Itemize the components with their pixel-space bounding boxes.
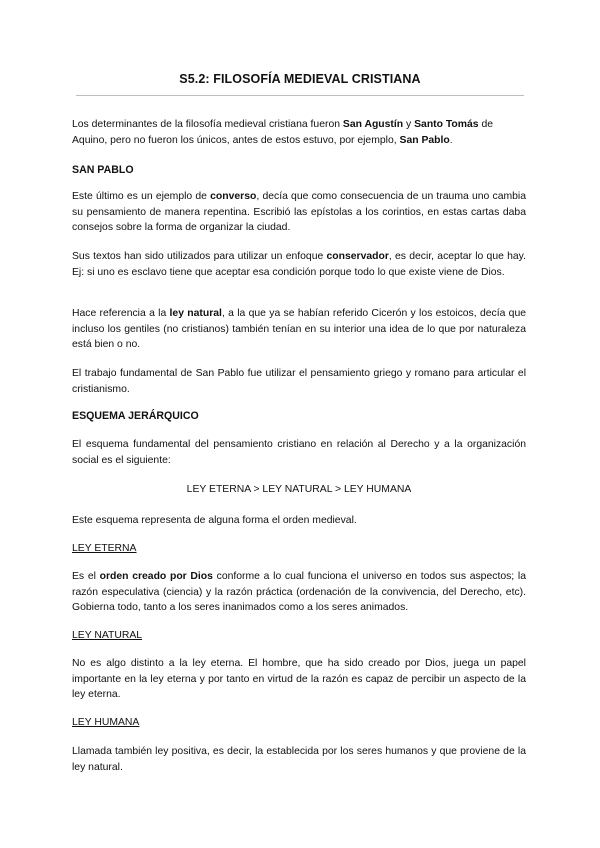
le-bold-orden-creado: orden creado por Dios — [99, 571, 213, 582]
esquema-heading: ESQUEMA JERÁRQUICO — [72, 410, 199, 422]
ley-eterna-paragraph — [72, 569, 526, 616]
esquema-formula: LEY ETERNA > LEY NATURAL > LEY HUMANA — [186, 484, 412, 495]
sp3-bold-ley-natural: ley natural — [169, 308, 222, 319]
ley-humana-paragraph: Llamada también ley positiva, es decir, la establecida por los seres humanos y que proviene de la ley natural. — [72, 746, 526, 773]
sp2-bold-conservador: conservador — [326, 251, 389, 262]
ley-natural-heading: LEY NATURAL — [72, 630, 143, 641]
san-pablo-paragraph-2 — [72, 249, 526, 280]
san-pablo-paragraph-3 — [72, 306, 526, 353]
intro-text-1: Los determinantes de la filosofía medieval cristiana fueron — [72, 119, 343, 130]
san-pablo-paragraph-4: El trabajo fundamental de San Pablo fue utilizar el pensamiento griego y romano para articular el cristianismo. — [72, 368, 526, 395]
ley-natural-paragraph: No es algo distinto a la ley eterna. El hombre, que ha sido creado por Dios, juega un papel importante en la ley eterna y por tanto en virtud de la razón es capaz de percibir un aspecto de la ley eterna. — [72, 658, 526, 701]
ley-humana-heading: LEY HUMANA — [72, 717, 140, 728]
sp1-text-2: , decía que como consecuencia de un trauma uno cambia su pensamiento de manera repentina. Escribió las epístolas a los corintios, en estas cartas daba consejos sobre la forma de organizar la ciudad. — [72, 191, 526, 234]
esquema-paragraph-2: Este esquema representa de alguna forma el orden medieval. — [72, 515, 357, 526]
ley-eterna-heading: LEY ETERNA — [72, 543, 137, 554]
sp2-text-1: Sus textos han sido utilizados para utilizar un enfoque — [72, 251, 327, 262]
intro-text-3: de Aquino, pero no fueron los únicos, antes de estos estuvo, por ejemplo, — [72, 119, 494, 146]
intro-text-4: . — [449, 134, 453, 146]
intro-bold-san-pablo: San Pablo — [399, 134, 450, 146]
intro-bold-san-agustin: San Agustín — [342, 119, 404, 130]
esquema-paragraph-1: El esquema fundamental del pensamiento cristiano en relación al Derecho y a la organización social es el siguiente: — [72, 439, 526, 466]
le-text-1: Es el — [72, 571, 100, 582]
sp1-text-1: Este último es un ejemplo de — [72, 191, 211, 202]
sp1-bold-converso: converso — [210, 191, 257, 202]
sp3-text-2: , a la que ya se habían referido Cicerón y los estoicos, decía que incluso los gentiles (no cristianos) también tenían en su interior una idea de lo que por naturaleza está bien o no. — [72, 308, 527, 351]
intro-paragraph — [72, 117, 526, 148]
intro-text-2: y — [403, 119, 415, 130]
sp3-text-1: Hace referencia a la — [72, 308, 170, 319]
le-text-2: conforme a lo cual funciona el universo en todos sus aspectos; la razón especulativa (ciencia) y la razón práctica (ordenación de la convivencia, del Derecho, etc). Gobierna todo, tanto a los seres inanimados como a los seres animados. — [72, 571, 526, 614]
title-divider — [76, 95, 524, 96]
page-title: S5.2: FILOSOFÍA MEDIEVAL CRISTIANA — [179, 72, 421, 86]
san-pablo-paragraph-1 — [72, 189, 526, 236]
intro-bold-santo-tomas: Santo Tomás — [414, 119, 479, 130]
sp2-text-2: , es decir, aceptar lo que hay. Ej: si uno es esclavo tiene que aceptar esa condición porque todo lo que existe viene de Dios. — [72, 251, 526, 278]
san-pablo-heading: SAN PABLO — [72, 164, 134, 176]
